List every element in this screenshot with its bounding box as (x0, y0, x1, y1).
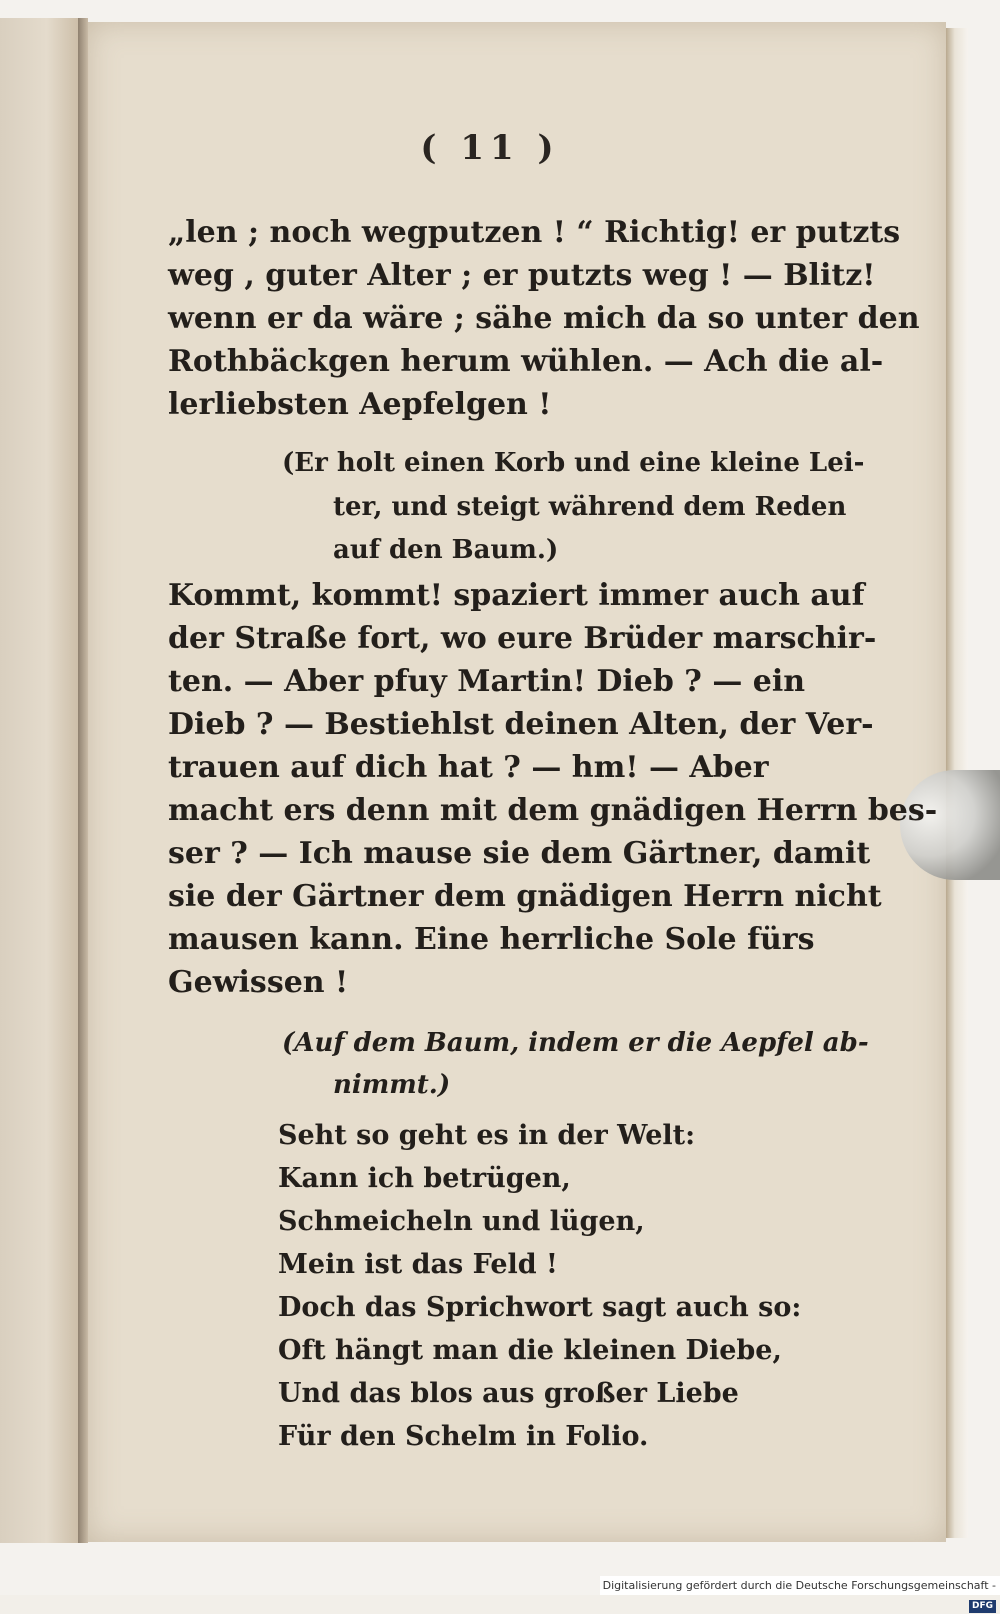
stage-direction-line: ter, und steigt während dem Reden (333, 492, 847, 522)
prose-line: weg , guter Alter ; er putzts weg ! — Blitz! (168, 258, 876, 293)
prose-line: Gewissen ! (168, 965, 349, 1000)
verse-line: Kann ich betrügen, (278, 1163, 571, 1194)
prose-line: sie der Gärtner dem gnädigen Herrn nicht (168, 879, 882, 914)
prose-line: lerliebsten Aepfelgen ! (168, 387, 552, 422)
verse-line: Schmeicheln und lügen, (278, 1206, 645, 1237)
prose-line: wenn er da wäre ; sähe mich da so unter den (168, 301, 920, 336)
book-gutter (78, 18, 88, 1543)
footer-text: Digitalisierung gefördert durch die Deutsche Forschungsgemeinschaft - (602, 1579, 996, 1592)
prose-line: ten. — Aber pfuy Martin! Dieb ? — ein (168, 664, 806, 699)
verse-line: Und das blos aus großer Liebe (278, 1378, 739, 1409)
prose-line: der Straße fort, wo eure Brüder marschir- (168, 621, 877, 656)
dfg-logo: DFG (969, 1600, 996, 1613)
prose-line: Kommt, kommt! spaziert immer auch auf (168, 578, 865, 613)
stage-direction-line: nimmt.) (333, 1070, 451, 1100)
previous-page-edge (0, 18, 81, 1543)
stage-direction-line: (Er holt einen Korb und eine kleine Lei- (282, 448, 865, 478)
verse-line: Mein ist das Feld ! (278, 1249, 558, 1280)
prose-line: trauen auf dich hat ? — hm! — Aber (168, 750, 769, 785)
verse-line: Doch das Sprichwort sagt auch so: (278, 1292, 802, 1323)
stage-direction-line: (Auf dem Baum, indem er die Aepfel ab- (282, 1028, 869, 1058)
prose-line: mausen kann. Eine herrliche Sole fürs (168, 922, 815, 957)
prose-line: ser ? — Ich mause sie dem Gärtner, damit (168, 836, 871, 871)
verse-line: Oft hängt man die kleinen Diebe, (278, 1335, 782, 1366)
page-number: ( 11 ) (420, 128, 560, 168)
verse-line: Für den Schelm in Folio. (278, 1421, 649, 1452)
verse-line: Seht so geht es in der Welt: (278, 1120, 696, 1151)
digitization-footer (600, 1576, 1000, 1611)
prose-line: Rothbäckgen herum wühlen. — Ach die al- (168, 344, 884, 379)
prose-line: „len ; noch wegputzen ! “ Richtig! er putzts (168, 215, 901, 250)
prose-line: macht ers denn mit dem gnädigen Herrn bes- (168, 793, 938, 828)
stage-direction-line: auf den Baum.) (333, 535, 559, 565)
prose-line: Dieb ? — Bestiehlst deinen Alten, der Ver- (168, 707, 874, 742)
